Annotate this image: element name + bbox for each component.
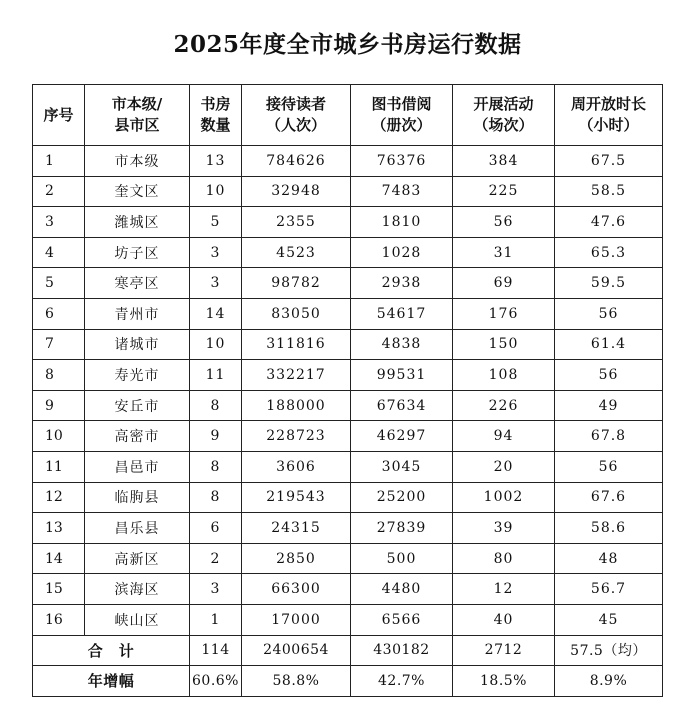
cell-readers: 2355 [242,207,351,238]
cell-events: 69 [453,268,555,299]
cell-area: 滨海区 [85,574,190,605]
cell-area: 奎文区 [85,176,190,207]
cell-readers: 98782 [242,268,351,299]
cell-readers: 66300 [242,574,351,605]
cell-hours: 56 [555,298,663,329]
cell-hours: 56 [555,360,663,391]
cell-events: 108 [453,360,555,391]
cell-events: 226 [453,390,555,421]
cell-hours: 67.6 [555,482,663,513]
cell-readers: 17000 [242,604,351,635]
cell-no: 12 [33,482,85,513]
cell-events: 40 [453,604,555,635]
header-area-line1: 市本级/ [111,95,163,113]
cell-readers: 228723 [242,421,351,452]
cell-hours: 56.7 [555,574,663,605]
header-area [85,85,190,146]
cell-events: 1002 [453,482,555,513]
cell-events: 20 [453,451,555,482]
header-no-label: 序号 [43,105,74,124]
cell-loans: 6566 [351,604,453,635]
growth-hours: 8.9% [555,666,663,697]
table-row [33,268,663,299]
cell-area: 临朐县 [85,482,190,513]
header-area-line2: 县市区 [114,116,160,134]
cell-readers: 188000 [242,390,351,421]
cell-loans: 4838 [351,329,453,360]
cell-events: 176 [453,298,555,329]
cell-no: 5 [33,268,85,299]
cell-no: 7 [33,329,85,360]
header-readers-line1: 接待读者 [265,95,326,113]
cell-hours: 67.8 [555,421,663,452]
cell-events: 56 [453,207,555,238]
header-events-line1: 开展活动 [473,95,534,113]
cell-loans: 76376 [351,146,453,177]
cell-loans: 500 [351,543,453,574]
cell-hours: 48 [555,543,663,574]
cell-events: 80 [453,543,555,574]
cell-count: 11 [190,360,242,391]
header-hours-line2: （小时） [578,116,639,134]
cell-readers: 219543 [242,482,351,513]
cell-events: 384 [453,146,555,177]
cell-readers: 332217 [242,360,351,391]
cell-loans: 99531 [351,360,453,391]
table-row [33,513,663,544]
table-row [33,237,663,268]
cell-readers: 4523 [242,237,351,268]
cell-loans: 67634 [351,390,453,421]
table-row [33,451,663,482]
cell-hours: 45 [555,604,663,635]
cell-count: 10 [190,176,242,207]
cell-area: 市本级 [85,146,190,177]
header-hours-line1: 周开放时长 [570,95,646,113]
page-title: 2025年度全市城乡书房运行数据 [173,31,522,58]
cell-count: 8 [190,451,242,482]
growth-events: 18.5% [453,666,555,697]
growth-loans: 42.7% [351,666,453,697]
cell-loans: 27839 [351,513,453,544]
table-row [33,390,663,421]
total-count: 114 [190,635,242,666]
header-hours [555,85,663,146]
header-events [453,85,555,146]
cell-count: 3 [190,237,242,268]
cell-no: 15 [33,574,85,605]
growth-row [33,666,663,697]
table-row [33,482,663,513]
cell-loans: 1028 [351,237,453,268]
cell-loans: 46297 [351,421,453,452]
cell-no: 8 [33,360,85,391]
cell-loans: 1810 [351,207,453,238]
cell-count: 5 [190,207,242,238]
header-readers-line2: （人次） [265,116,326,134]
header-row [33,85,663,146]
growth-label: 年增幅 [33,666,190,697]
cell-count: 13 [190,146,242,177]
total-row [33,635,663,666]
cell-count: 6 [190,513,242,544]
total-hours: 57.5（均） [555,635,663,666]
table-row [33,298,663,329]
cell-area: 昌邑市 [85,451,190,482]
table-row [33,360,663,391]
cell-area: 安丘市 [85,390,190,421]
cell-area: 峡山区 [85,604,190,635]
header-readers [242,85,351,146]
cell-readers: 784626 [242,146,351,177]
cell-area: 高新区 [85,543,190,574]
growth-count: 60.6% [190,666,242,697]
cell-events: 12 [453,574,555,605]
cell-hours: 47.6 [555,207,663,238]
cell-hours: 58.5 [555,176,663,207]
cell-hours: 59.5 [555,268,663,299]
header-loans-line2: （册次） [371,116,432,134]
cell-area: 诸城市 [85,329,190,360]
cell-readers: 32948 [242,176,351,207]
cell-events: 150 [453,329,555,360]
cell-events: 225 [453,176,555,207]
table-row [33,421,663,452]
table-row [33,329,663,360]
cell-no: 11 [33,451,85,482]
cell-hours: 67.5 [555,146,663,177]
header-no [33,85,85,146]
cell-events: 31 [453,237,555,268]
total-label: 合 计 [33,635,190,666]
cell-hours: 49 [555,390,663,421]
cell-no: 2 [33,176,85,207]
cell-no: 13 [33,513,85,544]
cell-count: 14 [190,298,242,329]
cell-area: 青州市 [85,298,190,329]
cell-events: 94 [453,421,555,452]
table-row [33,574,663,605]
cell-readers: 311816 [242,329,351,360]
cell-count: 8 [190,390,242,421]
cell-area: 潍城区 [85,207,190,238]
total-loans: 430182 [351,635,453,666]
data-table [32,84,663,697]
cell-no: 10 [33,421,85,452]
header-count [190,85,242,146]
cell-loans: 54617 [351,298,453,329]
growth-readers: 58.8% [242,666,351,697]
table-row [33,207,663,238]
cell-area: 寿光市 [85,360,190,391]
cell-count: 3 [190,268,242,299]
cell-loans: 25200 [351,482,453,513]
header-count-line1: 书房 [200,95,231,113]
cell-no: 9 [33,390,85,421]
header-loans [351,85,453,146]
cell-count: 9 [190,421,242,452]
cell-no: 6 [33,298,85,329]
cell-count: 8 [190,482,242,513]
cell-no: 14 [33,543,85,574]
header-count-line2: 数量 [200,116,231,134]
table-row [33,146,663,177]
table-row [33,604,663,635]
cell-area: 寒亭区 [85,268,190,299]
cell-area: 高密市 [85,421,190,452]
cell-hours: 61.4 [555,329,663,360]
cell-count: 3 [190,574,242,605]
cell-readers: 2850 [242,543,351,574]
total-events: 2712 [453,635,555,666]
cell-area: 坊子区 [85,237,190,268]
cell-hours: 56 [555,451,663,482]
cell-count: 1 [190,604,242,635]
cell-no: 3 [33,207,85,238]
cell-hours: 58.6 [555,513,663,544]
cell-readers: 3606 [242,451,351,482]
cell-loans: 2938 [351,268,453,299]
cell-no: 1 [33,146,85,177]
header-events-line2: （场次） [473,116,534,134]
cell-no: 4 [33,237,85,268]
cell-events: 39 [453,513,555,544]
cell-count: 10 [190,329,242,360]
cell-loans: 4480 [351,574,453,605]
header-loans-line1: 图书借阅 [371,95,432,113]
cell-count: 2 [190,543,242,574]
cell-no: 16 [33,604,85,635]
cell-readers: 83050 [242,298,351,329]
cell-loans: 7483 [351,176,453,207]
cell-readers: 24315 [242,513,351,544]
cell-hours: 65.3 [555,237,663,268]
table-row [33,176,663,207]
total-readers: 2400654 [242,635,351,666]
cell-area: 昌乐县 [85,513,190,544]
table-row [33,543,663,574]
cell-loans: 3045 [351,451,453,482]
